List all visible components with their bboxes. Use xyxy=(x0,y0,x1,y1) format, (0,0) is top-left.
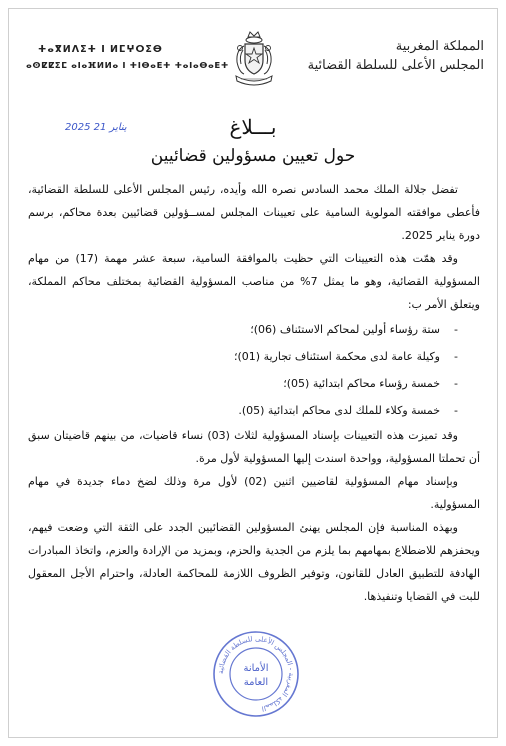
paragraph-4: وبإسناد مهام المسؤولية لقاضيين اثنين (02) لأول مرة وذلك لضخ دماء جديدة في مهام المسؤولية. xyxy=(28,475,480,511)
kingdom-name-arabic: المملكة المغربية xyxy=(395,39,484,54)
paragraph-5: وبهذه المناسبة فإن المجلس يهنئ المسؤولين القضائيين الجدد على الثقة التي وضعت فيهم، ويحفزهم للاضطلاع بمهامهم بما يلزم من الجدية والحزم، وبمزيد من الإرادة والعزم، واتخاذ المبادرات الهادفة للتطبيق العادل للقانون، وتوفير الظروف اللازمة للمحاكمة العادلة، واحترام الأجل المعقول للبت في القضايا وتنفيذها. xyxy=(28,521,480,603)
seal-ring-text: المملكة المغربية - المجلس الأعلى للسلطة القضائية xyxy=(216,634,296,713)
list-item: - وكيلة عامة لدى محكمة استئناف تجارية (01)؛ xyxy=(28,343,458,370)
header-right xyxy=(308,38,484,76)
document-title: بـــلاغ xyxy=(229,115,277,139)
header-left xyxy=(26,42,229,75)
official-seal-stamp xyxy=(212,630,300,718)
seal-center-line-1: الأمانة xyxy=(243,663,269,674)
council-name-tifinagh: ⴰⵙⵇⵇⵉⵎ ⴰⵏⴰⴼⵍⵍⴰ ⵏ ⵜⵏⴱⴰⴹⵜ ⵜⴰⵏⴰⴱⴰⴹⵜ xyxy=(26,61,229,71)
list-item: - ستة رؤساء أولين لمحاكم الاستئناف (06)؛ xyxy=(28,316,458,343)
kingdom-name-tifinagh: ⵜⴰⴳⵍⴷⵉⵜ ⵏ ⵍⵎⵖⵔⵉⴱ xyxy=(38,44,163,55)
paragraph-1: تفضل جلالة الملك محمد السادس نصره الله وأيده، رئيس المجلس الأعلى للسلطة القضائية، فأعطى موافقته المولوية السامية على تعيينات المجلس لمســؤولين قضائيين بعدة محاكم، برسم دورة يناير 2025. xyxy=(28,183,480,242)
paragraph-3: وقد تميزت هذه التعيينات بإسناد المسؤولية لثلاث (03) نساء قاضيات، من بينهم قاضيتان سبق أن تحملتا المسؤولية، وواحدة اسندت إليها المسؤولية لأول مرة. xyxy=(28,429,480,465)
document-body xyxy=(28,178,480,608)
appointments-list xyxy=(28,316,480,424)
date-stamp: 2025 يناير 21 xyxy=(65,122,127,133)
paragraph-2: وقد همّت هذه التعيينات التي حظيت بالموافقة السامية، سبعة عشر مهمة (17) من مهام المسؤولية القضائية، وهو ما يمثل 7% من مناصب المسؤولية القضائية بمختلف محاكم المملكة، ويتعلق الأمر ب: xyxy=(28,252,480,311)
list-item: - خمسة وكلاء للملك لدى محاكم ابتدائية (05). xyxy=(28,397,458,424)
moroccan-coat-of-arms-icon xyxy=(231,30,277,90)
list-item: - خمسة رؤساء محاكم ابتدائية (05)؛ xyxy=(28,370,458,397)
document-subtitle: حول تعيين مسؤولين قضائيين xyxy=(150,146,356,166)
council-name-arabic: المجلس الأعلى للسلطة القضائية xyxy=(307,58,484,73)
seal-center-line-2: العامة xyxy=(243,677,269,688)
